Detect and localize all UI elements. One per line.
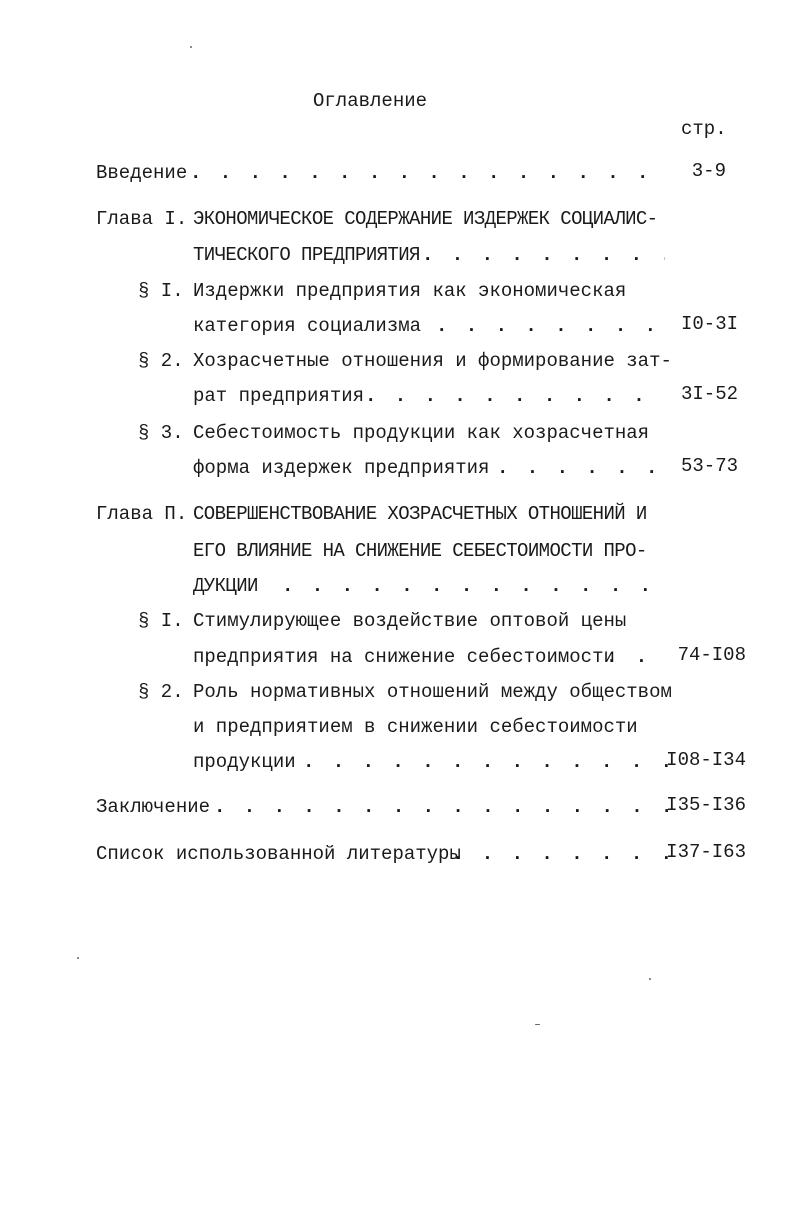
toc-entry-pages: I08-I34 [666,749,746,771]
section-title-line: Стимулирующее воздействие оптовой цены [193,610,627,632]
section-title-line: предприятия на снижение себестоимости [193,646,615,668]
dot-leader [365,385,665,407]
toc-entry-pages: I35-I36 [666,794,746,816]
toc-entry-label: Заключение [96,796,211,818]
section-number: § 2. [138,350,184,372]
toc-entry-pages: 53-73 [680,455,738,477]
scan-speck [649,978,651,980]
dot-leader [452,843,668,865]
chapter-title-line: ЕГО ВЛИЯНИЕ НА СНИЖЕНИЕ СЕБЕСТОИМОСТИ ПРО- [193,540,647,562]
scan-speck [190,46,192,48]
section-title-line: Хозрасчетные отношения и формирование зат- [193,350,672,372]
chapter-number: Глава П. [96,503,188,525]
section-title-line: форма издержек предприятия [193,457,490,479]
section-title-line: продукции [193,751,296,773]
section-number: § I. [138,610,184,632]
section-number: § 3. [138,422,184,444]
chapter-title-line: ДУКЦИИ [193,575,258,597]
section-number: § I. [138,280,184,302]
dot-leader [303,751,668,773]
dot-leader [436,315,665,337]
chapter-title-line: ЭКОНОМИЧЕСКОЕ СОДЕРЖАНИЕ ИЗДЕРЖЕК СОЦИАЛИС- [193,208,658,230]
dot-leader [282,575,665,597]
page-column-header: стр. [681,118,727,140]
toc-entry-pages: I37-I63 [666,841,746,863]
section-title-line: Себестоимость продукции как хозрасчетная [193,422,650,444]
toc-entry-label: Список использованной литературы [96,843,461,865]
dot-leader [190,162,665,184]
dot-leader [422,244,665,266]
section-title-line: и предприятием в снижении себестоимости [193,716,638,738]
section-title-line: категория социализма [193,315,422,337]
section-title-line: Роль нормативных отношений между обществом [193,681,672,703]
dot-leader [606,646,666,668]
section-number: § 2. [138,681,184,703]
toc-entry-label: Введение [96,162,188,184]
chapter-title-line: СОВЕРШЕНСТВОВАНИЕ ХОЗРАСЧЕТНЫХ ОТНОШЕНИЙ И [193,503,647,525]
chapter-number: Глава I. [96,208,188,230]
section-title-line: рат предприятия [193,385,365,407]
dot-leader [497,457,665,479]
toc-entry-pages: I0-3I [680,313,738,335]
scan-speck [77,957,79,959]
page-title: Оглавление [313,90,428,112]
section-title-line: Издержки предприятия как экономическая [193,280,627,302]
chapter-title-line: ТИЧЕСКОГО ПРЕДПРИЯТИЯ [193,244,420,266]
toc-entry-pages: 3I-52 [680,383,738,405]
scan-speck [535,1024,540,1025]
dot-leader [214,796,668,818]
toc-entry-pages: 3-9 [691,160,726,182]
toc-entry-pages: 74-I08 [677,644,746,666]
